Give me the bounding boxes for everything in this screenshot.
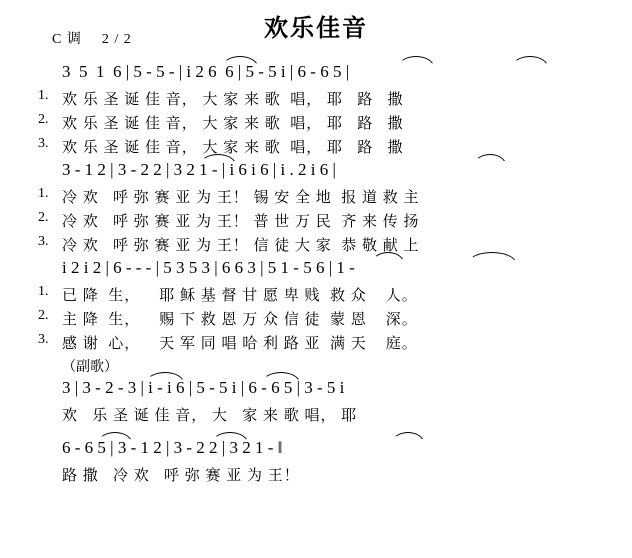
notation-line	[0, 438, 632, 464]
slur-arc	[146, 372, 184, 383]
lyric-text: 欢 乐 圣 诞 佳 音， 大 家 来 歌 唱， 耶	[62, 408, 358, 424]
notation-text: 6 - 6 5 | 3 - 1 2 | 3 - 2 2 | 3 2 1 - ‖	[62, 438, 283, 457]
verse-number: 2.	[38, 112, 49, 127]
notation-line	[0, 258, 632, 284]
verse-number: 1.	[38, 186, 49, 201]
lyric-line	[0, 464, 632, 488]
lyric-line	[0, 234, 632, 258]
notation-text: 3 5 1 6 | 5 - 5 - | i 2 6 6 | 5 - 5 i | 6 - 6 5 |	[62, 62, 350, 81]
slur-arc	[398, 56, 434, 67]
lyric-text: 欢 乐 圣 诞 佳 音， 大 家 来 歌 唱， 耶 路 撒	[62, 140, 404, 156]
page-title: 欢乐佳音	[264, 16, 368, 42]
lyric-line	[0, 284, 632, 308]
slur-arc	[512, 56, 548, 67]
time-signature: 2 / 2	[101, 32, 132, 47]
lyric-line	[0, 112, 632, 136]
key-signature: C 调	[52, 32, 82, 47]
notation-text: i 2 i 2 | 6 - - - | 5 3 5 3 | 6 6 3 | 5 1 - 5 6 | 1 -	[62, 258, 355, 277]
system-5	[0, 438, 632, 488]
lyric-text: 欢 乐 圣 诞 佳 音， 大 家 来 歌 唱， 耶 路 撒	[62, 116, 404, 132]
slur-arc	[212, 432, 248, 443]
verse-number: 3.	[38, 332, 49, 347]
lyric-line	[0, 136, 632, 160]
refrain-label: （副歌）	[62, 360, 118, 375]
key-signature-block	[52, 28, 132, 48]
lyric-text: 冷 欢 呼 弥 赛 亚 为 王！ 锡 安 全 地 报 道 救 主	[62, 190, 420, 206]
system-2	[0, 160, 632, 258]
verse-number: 3.	[38, 136, 49, 151]
verse-number: 2.	[38, 210, 49, 225]
notation-line	[0, 378, 632, 404]
lyric-line	[0, 186, 632, 210]
lyric-line	[0, 88, 632, 112]
verse-number: 1.	[38, 88, 49, 103]
lyric-line	[0, 210, 632, 234]
lyric-text: 路 撒 冷 欢 呼 弥 赛 亚 为 王！	[62, 468, 300, 484]
lyric-text: 已 降 生， 耶 稣 基 督 甘 愿 卑 贱 救 众 人。	[62, 288, 418, 304]
lyric-text: 冷 欢 呼 弥 赛 亚 为 王！ 信 徒 大 家 恭 敬 献 上	[62, 238, 420, 254]
system-4	[0, 378, 632, 428]
verse-number: 3.	[38, 234, 49, 249]
slur-arc	[222, 56, 258, 67]
slur-arc	[392, 432, 424, 443]
lyric-text: 感 谢 心， 天 军 同 唱 哈 利 路 亚 满 天 庭。	[62, 336, 418, 352]
notation-text: 3 | 3 - 2 - 3 | i - i 6 | 5 - 5 i | 6 - 6 5 | 3 - 5 i	[62, 378, 345, 397]
lyric-text: 欢 乐 圣 诞 佳 音， 大 家 来 歌 唱， 耶 路 撒	[62, 92, 404, 108]
notation-line	[0, 160, 632, 186]
notation-line	[0, 62, 632, 88]
lyric-line	[0, 308, 632, 332]
slur-arc	[98, 432, 132, 443]
verse-number: 1.	[38, 284, 49, 299]
lyric-text: 冷 欢 呼 弥 赛 亚 为 王！ 普 世 万 民 齐 来 传 扬	[62, 214, 420, 230]
system-3	[0, 258, 632, 356]
lyric-line	[0, 404, 632, 428]
slur-arc	[262, 372, 300, 383]
notation-text: 3 - 1 2 | 3 - 2 2 | 3 2 1 - | i 6 i 6 | i . 2 i 6 |	[62, 160, 336, 179]
verse-number: 2.	[38, 308, 49, 323]
lyric-text: 主 降 生， 赐 下 救 恩 万 众 信 徒 蒙 恩 深。	[62, 312, 418, 328]
lyric-line	[0, 332, 632, 356]
system-1	[0, 62, 632, 160]
